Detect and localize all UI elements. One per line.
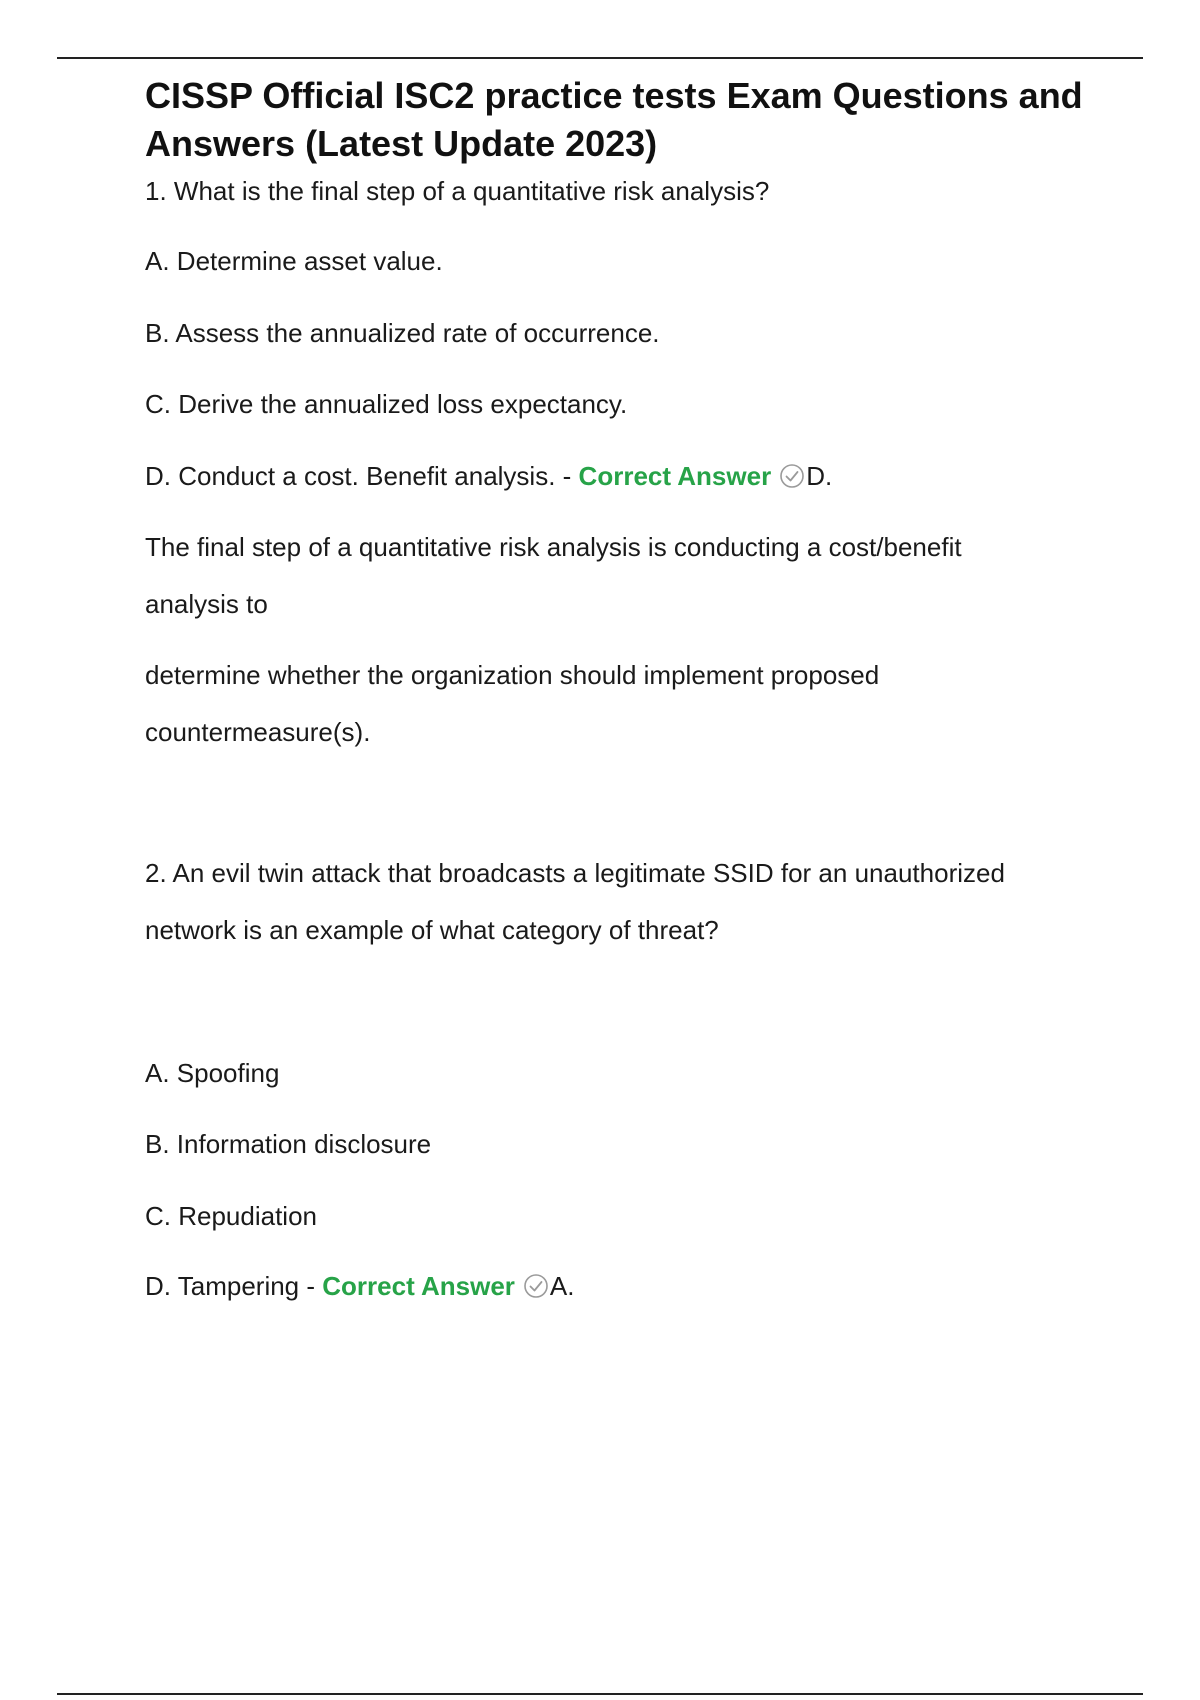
bottom-rule: [57, 1693, 1143, 1695]
question-1-option-c: C. Derive the annualized loss expectancy.: [145, 389, 628, 419]
question-2-answer-label: Correct Answer: [322, 1271, 515, 1301]
question-2-stem-line-2: network is an example of what category of threat?: [145, 915, 719, 945]
document-title: CISSP Official ISC2 practice tests Exam Questions and Answers (Latest Update 2023): [145, 75, 1083, 164]
check-circle-icon: [779, 463, 805, 489]
check-circle-icon: [523, 1273, 549, 1299]
question-1-option-d: D. Conduct a cost. Benefit analysis. -: [145, 461, 579, 491]
question-1-option-b: B. Assess the annualized rate of occurrence.: [145, 318, 660, 348]
question-1-option-a: A. Determine asset value.: [145, 246, 443, 276]
question-2-option-d: D. Tampering -: [145, 1271, 323, 1301]
question-1-answer-label: Correct Answer: [578, 461, 772, 491]
question-1-stem: 1. What is the final step of a quantitative risk analysis?: [145, 176, 770, 206]
question-2-option-d-row: [145, 1270, 575, 1302]
top-rule: [57, 57, 1143, 59]
question-2-answer-value: A.: [549, 1271, 575, 1301]
question-1-explanation-line-3: determine whether the organization should implement proposed: [145, 660, 880, 690]
question-1-explanation-line-2: analysis to: [145, 589, 268, 619]
question-2-stem-line-1: 2. An evil twin attack that broadcasts a legitimate SSID for an unauthorized: [145, 858, 1005, 888]
question-1-answer-value: D.: [806, 461, 833, 491]
question-2-option-a: A. Spoofing: [145, 1058, 280, 1088]
question-1-explanation-line-4: countermeasure(s).: [145, 717, 371, 747]
question-1-option-d-row: [145, 460, 832, 492]
question-1-explanation-line-1: The final step of a quantitative risk analysis is conducting a cost/benefit: [145, 532, 962, 562]
question-2-option-c: C. Repudiation: [145, 1201, 317, 1231]
question-2-option-b: B. Information disclosure: [145, 1129, 432, 1159]
